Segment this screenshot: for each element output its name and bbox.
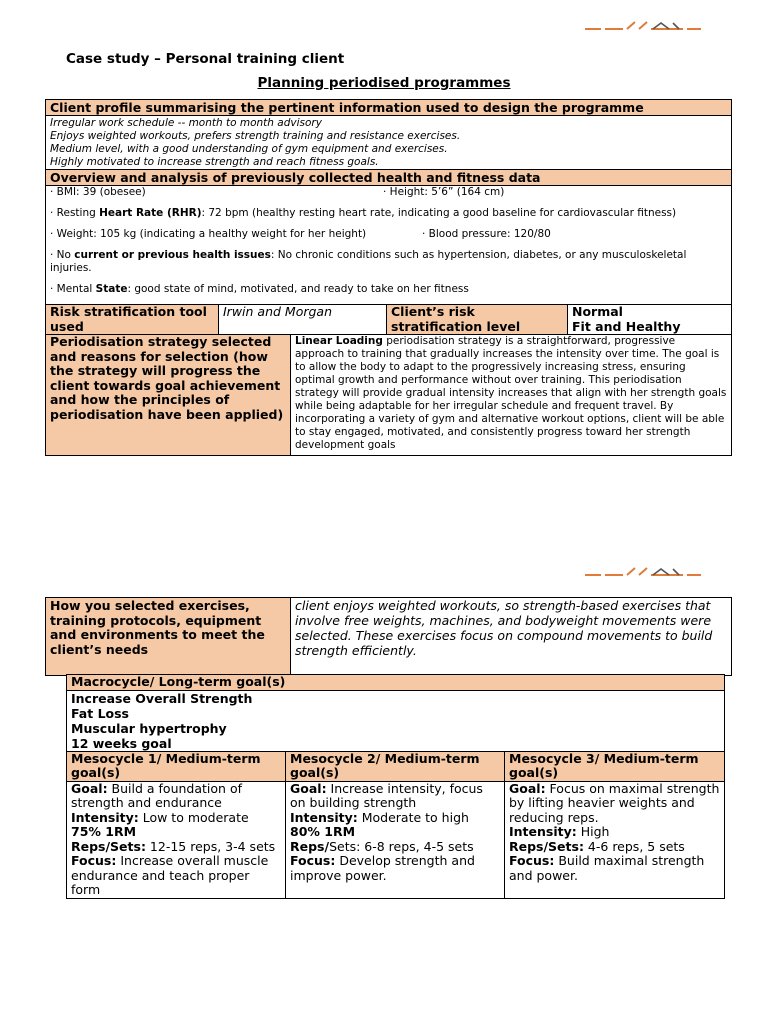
resting-heart-rate: · Resting Heart Rate (RHR): 72 bpm (healthy resting heart rate, indicating a good baseline for cardiovascular fitness) xyxy=(50,207,677,219)
macrocycle-goal: 12 weeks goal xyxy=(71,735,172,751)
weight-value: · Weight: 105 kg (indicating a healthy weight for her height) xyxy=(50,228,367,240)
health-issues: · No current or previous health issues: No chronic conditions such as hypertension, diabetes, or any musculoskeletal injuries. xyxy=(50,249,687,274)
brand-logo xyxy=(583,20,703,32)
risk-tool-label: Risk stratification tool used xyxy=(46,305,219,335)
brand-logo xyxy=(583,566,703,578)
macrocycle-heading: Macrocycle/ Long-term goal(s) xyxy=(67,675,725,691)
blood-pressure-value: · Blood pressure: 120/80 xyxy=(422,228,551,240)
client-profile-line: Medium level, with a good understanding of gym equipment and exercises. xyxy=(50,143,448,155)
mental-state: · Mental State: good state of mind, motivated, and ready to take on her fitness xyxy=(50,283,469,295)
risk-tool-value: Irwin and Morgan xyxy=(219,305,387,335)
mesocycle-2-heading: Mesocycle 2/ Medium-term goal(s) xyxy=(286,751,505,781)
height-value: · Height: 5’6” (164 cm) xyxy=(383,186,505,198)
macrocycle-goal: Increase Overall Strength xyxy=(71,690,253,706)
client-profile-heading: Client profile summarising the pertinent information used to design the programme xyxy=(46,100,732,116)
macrocycle-goal: Fat Loss xyxy=(71,705,130,721)
macrocycle-goals xyxy=(67,690,725,751)
mesocycle-3-details: Goal: Focus on maximal strength by lifting heavier weights and reducing reps. Intensity: High Reps/Sets: 4-6 reps, 5 sets Focus: Build maximal strength and power. xyxy=(505,781,725,898)
strategy-label: Periodisation strategy selected and reasons for selection (how the strategy will progress the client towards goal achievement and how the principles of periodisation have been applied) xyxy=(46,335,291,456)
health-data-body xyxy=(46,186,732,305)
document-subtitle: Planning periodised programmes xyxy=(257,75,511,91)
risk-level-label: Client’s risk stratification level xyxy=(387,305,568,335)
document-title: Case study – Personal training client xyxy=(66,51,345,67)
exercise-selection-text: client enjoys weighted workouts, so strength-based exercises that involve free weights, machines, and bodyweight movements were selected. These exercises focus on compound movements to build strength efficiently. xyxy=(291,598,732,676)
client-profile-body xyxy=(46,116,732,170)
mesocycle-1-details: Goal: Build a foundation of strength and endurance Intensity: Low to moderate 75% 1RM Reps/Sets: 12-15 reps, 3-4 sets Focus: Increase overall muscle endurance and teach proper form xyxy=(67,781,286,898)
health-data-heading: Overview and analysis of previously collected health and fitness data xyxy=(46,170,732,186)
mesocycle-2-details: Goal: Increase intensity, focus on building strength Intensity: Moderate to high 80% 1RM Reps/Sets: 6-8 reps, 4-5 sets Focus: Develop strength and improve power. xyxy=(286,781,505,898)
client-overview-table xyxy=(45,99,732,456)
exercise-selection-label: How you selected exercises, training protocols, equipment and environments to meet the client’s needs xyxy=(46,598,291,676)
client-profile-line: Enjoys weighted workouts, prefers strength training and resistance exercises. xyxy=(50,130,461,142)
strategy-text: Linear Loading periodisation strategy is a straightforward, progressive approach to training that gradually increases the intensity over time. The goal is to allow the body to adapt to the progressively increasing stress, ensuring optimal growth and performance without over training. This periodisation strategy will provide gradual intensity increases that align with her strength goals while being adaptable for her irregular schedule and frequent travel. By incorporating a variety of gym and alternative workout options, client will be able to stay engaged, motivated, and consistently progress toward her strength development goals xyxy=(291,335,732,456)
bmi-value: · BMI: 39 (obesee) xyxy=(50,186,146,198)
mesocycle-3-heading: Mesocycle 3/ Medium-term goal(s) xyxy=(505,751,725,781)
client-profile-line: Highly motivated to increase strength and reach fitness goals. xyxy=(50,156,379,168)
macrocycle-goal: Muscular hypertrophy xyxy=(71,720,227,736)
goals-table xyxy=(66,674,725,899)
client-profile-line: Irregular work schedule -- month to month advisory xyxy=(50,117,322,129)
risk-level-value: Normal Fit and Healthy xyxy=(568,305,732,335)
exercise-selection-table xyxy=(45,597,732,676)
mesocycle-1-heading: Mesocycle 1/ Medium-term goal(s) xyxy=(67,751,286,781)
